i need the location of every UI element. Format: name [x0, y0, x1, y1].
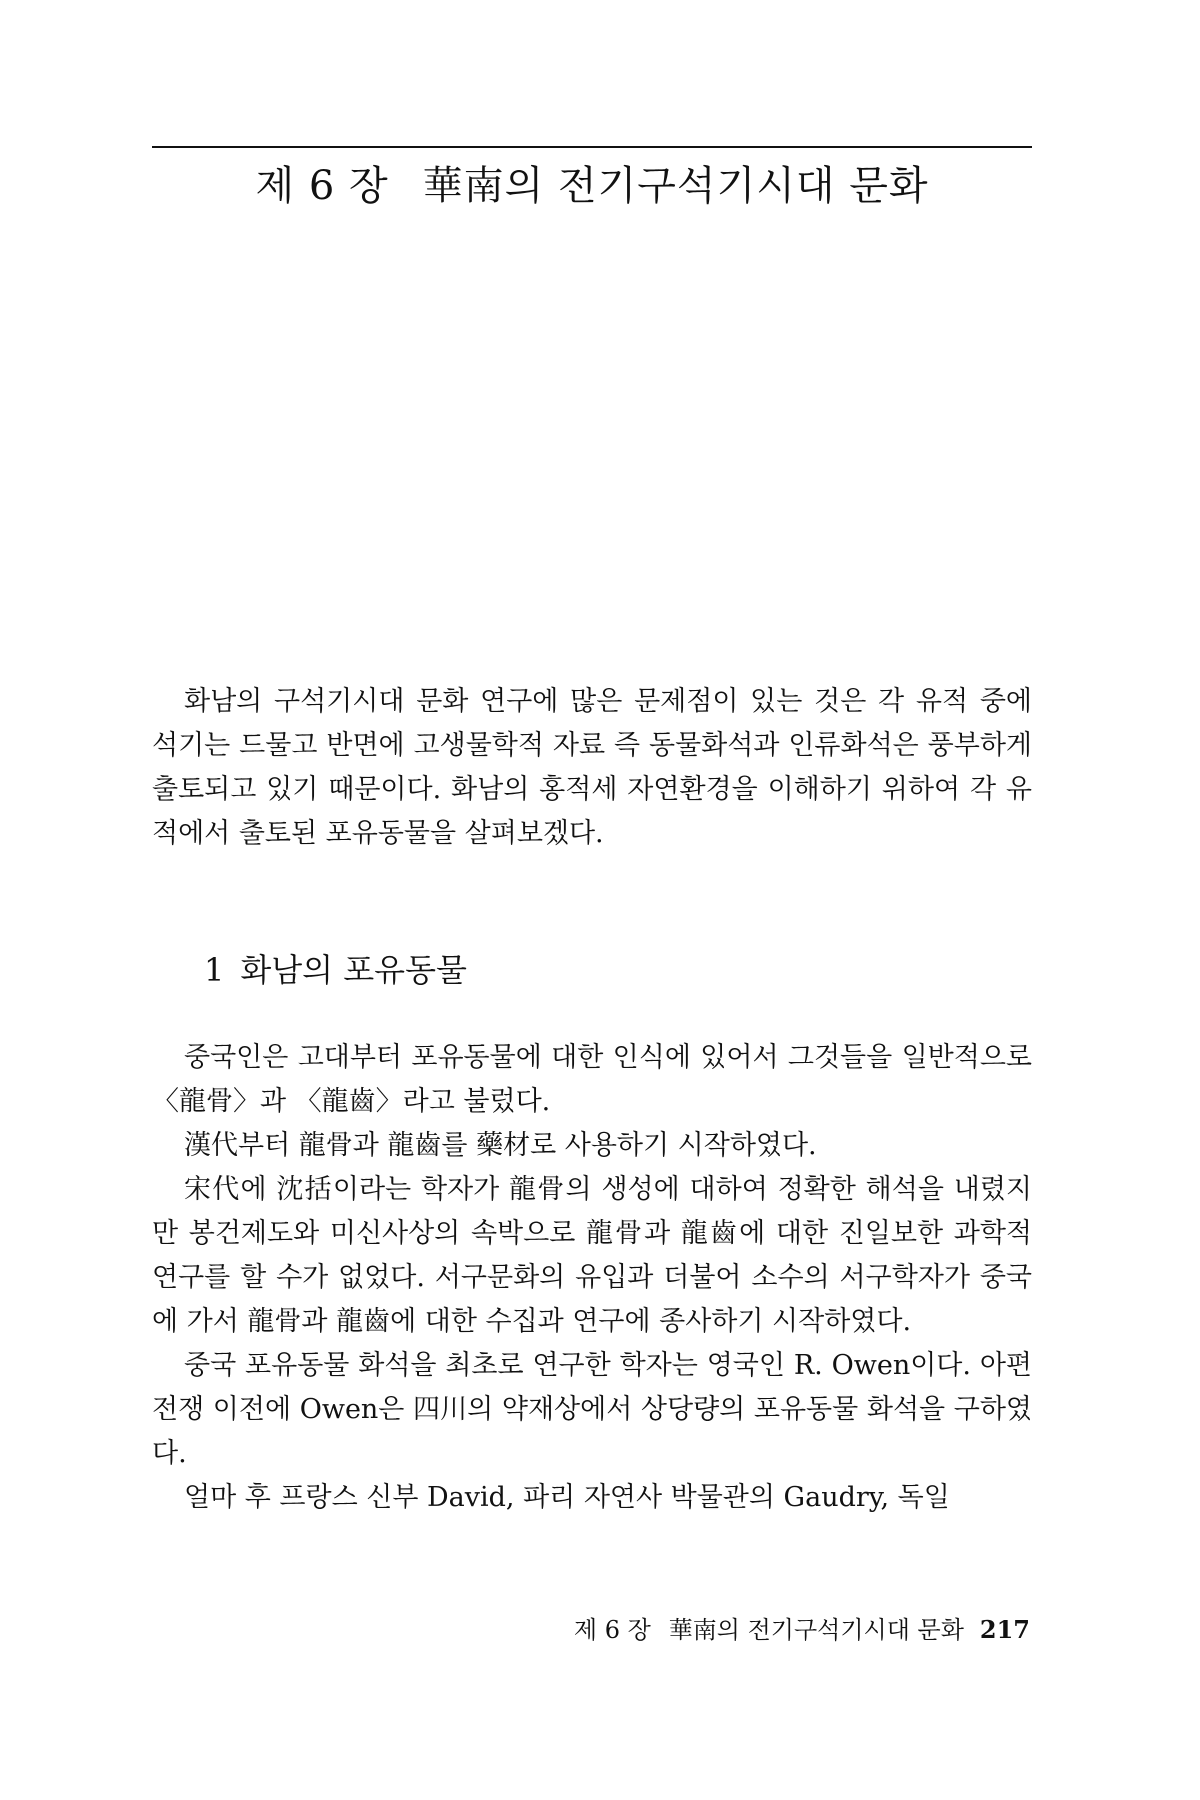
- section-body: [152, 1036, 1032, 1520]
- page-number: 217: [979, 1615, 1030, 1644]
- chapter-heading: [152, 160, 1032, 212]
- footer-chapter-label: 제 6 장: [573, 1616, 651, 1644]
- section-title: 화남의 포유동물: [240, 951, 467, 989]
- running-footer: [520, 1614, 1030, 1646]
- section-number: 1: [204, 951, 225, 989]
- chapter-label: 제 6 장: [255, 163, 389, 209]
- chapter-top-rule: [152, 146, 1032, 148]
- paragraph-5: 얼마 후 프랑스 신부 David, 파리 자연사 박물관의 Gaudry, 독일: [184, 1482, 950, 1513]
- footer-chapter-title: 華南의 전기구석기시대 문화: [668, 1616, 964, 1644]
- paragraph-3: 宋代에 沈括이라는 학자가 龍骨의 생성에 대하여 정확한 해석을 내렸지만 봉건제도와 미신사상의 속박으로 龍骨과 龍齒에 대한 진일보한 과학적 연구를 할 수가 없었다. 서구문화의 유입과 더불어 소수의 서구학자가 중국에 가서 龍骨과 龍齒에 대한 수집과 연구에 종사하기 시작하였다.: [152, 1174, 1032, 1337]
- paragraph-2: 漢代부터 龍骨과 龍齒를 藥材로 사용하기 시작하였다.: [184, 1130, 817, 1161]
- chapter-title: 華南의 전기구석기시대 문화: [422, 163, 929, 209]
- intro-paragraph: 화남의 구석기시대 문화 연구에 많은 문제점이 있는 것은 각 유적 중에 석기는 드물고 반면에 고생물학적 자료 즉 동물화석과 인류화석은 풍부하게 출토되고 있기 때문이다. 화남의 홍적세 자연환경을 이해하기 위하여 각 유적에서 출토된 포유동물을 살펴보겠다.: [152, 686, 1032, 849]
- paragraph-1: 중국인은 고대부터 포유동물에 대한 인식에 있어서 그것들을 일반적으로 〈龍骨〉과 〈龍齒〉라고 불렀다.: [152, 1042, 1032, 1117]
- intro-block: [152, 680, 1032, 856]
- section-heading: [204, 948, 467, 992]
- paragraph-4: 중국 포유동물 화석을 최초로 연구한 학자는 영국인 R. Owen이다. 아편전쟁 이전에 Owen은 四川의 약재상에서 상당량의 포유동물 화석을 구하였다.: [152, 1350, 1032, 1469]
